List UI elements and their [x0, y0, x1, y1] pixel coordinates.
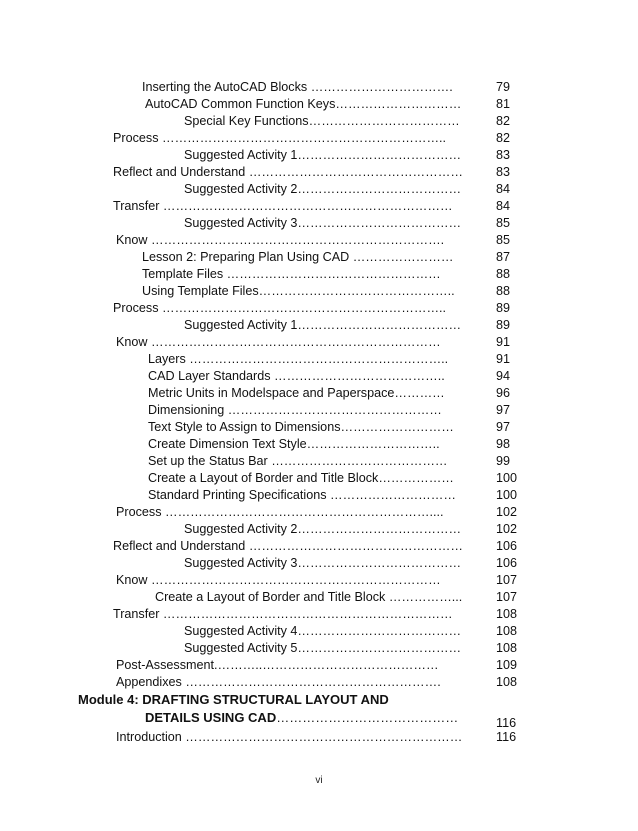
toc-page-number: 87: [496, 250, 511, 264]
toc-entry: Suggested Activity 3…………………………………: [184, 216, 462, 230]
leader-dots: ……………………………………: [276, 710, 459, 725]
toc-page-number: 81: [496, 97, 511, 111]
toc-page-number: 82: [496, 114, 511, 128]
toc-entry: Post-Assessment.………..……………………………………: [116, 658, 439, 672]
toc-entry: Dimensioning ……………………………………………: [148, 403, 442, 417]
toc-entry: Suggested Activity 2…………………………………: [184, 522, 462, 536]
toc-entry: CAD Layer Standards …………………………………..: [148, 369, 445, 383]
toc-entry: Reflect and Understand ……………………………………………: [113, 539, 463, 553]
toc-entry: Create a Layout of Border and Title Block ……………...: [155, 590, 463, 604]
toc-page-number: 89: [496, 301, 511, 315]
toc-page-number: 79: [496, 80, 511, 94]
toc-page-number: 97: [496, 420, 511, 434]
toc-page-number: 88: [496, 267, 511, 281]
module-title-part: DETAILS USING CAD: [145, 710, 277, 725]
toc-page-number: 116: [496, 730, 517, 744]
toc-page-number: 91: [496, 335, 511, 349]
toc-page-number: 91: [496, 352, 511, 366]
toc-entry: Suggested Activity 2…………………………………: [184, 182, 462, 196]
toc-entry: [145, 709, 474, 726]
toc-entry: Inserting the AutoCAD Blocks …………………………….: [142, 80, 453, 94]
toc-page-number: 108: [496, 641, 518, 655]
toc-entry: Special Key Functions………………………………: [184, 114, 460, 128]
toc-page-number: 106: [496, 556, 518, 570]
toc-page-number: 89: [496, 318, 511, 332]
toc-page-number: 107: [496, 590, 518, 604]
toc-entry: Suggested Activity 5…………………………………: [184, 641, 462, 655]
toc-page-number: 108: [496, 607, 518, 621]
toc-page-number: 85: [496, 233, 511, 247]
toc-page-number: 116: [496, 716, 517, 730]
toc-entry: Metric Units in Modelspace and Paperspace…………: [148, 386, 445, 400]
toc-page-number: 84: [496, 182, 511, 196]
toc-entry: Appendixes …………………………………………………….: [116, 675, 441, 689]
toc-entry: Using Template Files………………………………………..: [142, 284, 455, 298]
page-number: vi: [315, 775, 323, 786]
toc-page-number: 108: [496, 624, 518, 638]
toc-entry: Know ……………………………………………………………: [116, 573, 441, 587]
toc-page-number: 100: [496, 488, 518, 502]
toc-page-number: 94: [496, 369, 511, 383]
toc-page-number: 99: [496, 454, 511, 468]
toc-page-number: 102: [496, 505, 518, 519]
toc-page-number: 85: [496, 216, 511, 230]
toc-entry: Process …………………………………………………………..: [113, 301, 447, 315]
toc-page-number: 96: [496, 386, 511, 400]
toc-page-number: 107: [496, 573, 518, 587]
toc-entry: Suggested Activity 4…………………………………: [184, 624, 462, 638]
toc-entry: Suggested Activity 3…………………………………: [184, 556, 462, 570]
toc-entry: Introduction …………………………………………………………: [116, 730, 463, 744]
toc-entry: Know …………………………………………………………….: [116, 233, 445, 247]
toc-page-number: 106: [496, 539, 518, 553]
toc-entry: Transfer ……………………………………………………………: [113, 607, 453, 621]
toc-page-number: 83: [496, 165, 511, 179]
toc-entry: Lesson 2: Preparing Plan Using CAD ……………………: [142, 250, 454, 264]
toc-entry: AutoCAD Common Function Keys…………………………: [145, 97, 462, 111]
toc-entry: Process …………………………………………………………..: [113, 131, 447, 145]
toc-entry: Create a Layout of Border and Title Block………………: [148, 471, 454, 485]
toc-entry: Module 4: DRAFTING STRUCTURAL LAYOUT AND: [78, 692, 389, 707]
toc-page-number: 83: [496, 148, 511, 162]
toc-page-number: 108: [496, 675, 518, 689]
toc-page-number: 109: [496, 658, 518, 672]
toc-entry: Know ……………………………………………………………: [116, 335, 441, 349]
toc-entry: Suggested Activity 1…………………………………: [184, 148, 462, 162]
toc-page-number: 97: [496, 403, 511, 417]
toc-page-number: 82: [496, 131, 511, 145]
toc-entry: Standard Printing Specifications …………………………: [148, 488, 456, 502]
toc-entry: Layers ……………………………………………………..: [148, 352, 449, 366]
toc-page-number: 98: [496, 437, 511, 451]
toc-entry: Template Files ……………………………………………: [142, 267, 441, 281]
toc-page-number: 100: [496, 471, 518, 485]
toc-page-number: 84: [496, 199, 511, 213]
toc-entry: Transfer ……………………………………………………………: [113, 199, 453, 213]
toc-page-number: 102: [496, 522, 518, 536]
toc-entry: Set up the Status Bar ……………………………………: [148, 454, 448, 468]
toc-page-number: 88: [496, 284, 511, 298]
toc-entry: Process ………………………………………………………....: [116, 505, 444, 519]
toc-entry: Text Style to Assign to Dimensions………………………: [148, 420, 454, 434]
toc-entry: Create Dimension Text Style…………………………..: [148, 437, 440, 451]
toc-entry: Reflect and Understand ……………………………………………: [113, 165, 463, 179]
toc-entry: Suggested Activity 1…………………………………: [184, 318, 462, 332]
